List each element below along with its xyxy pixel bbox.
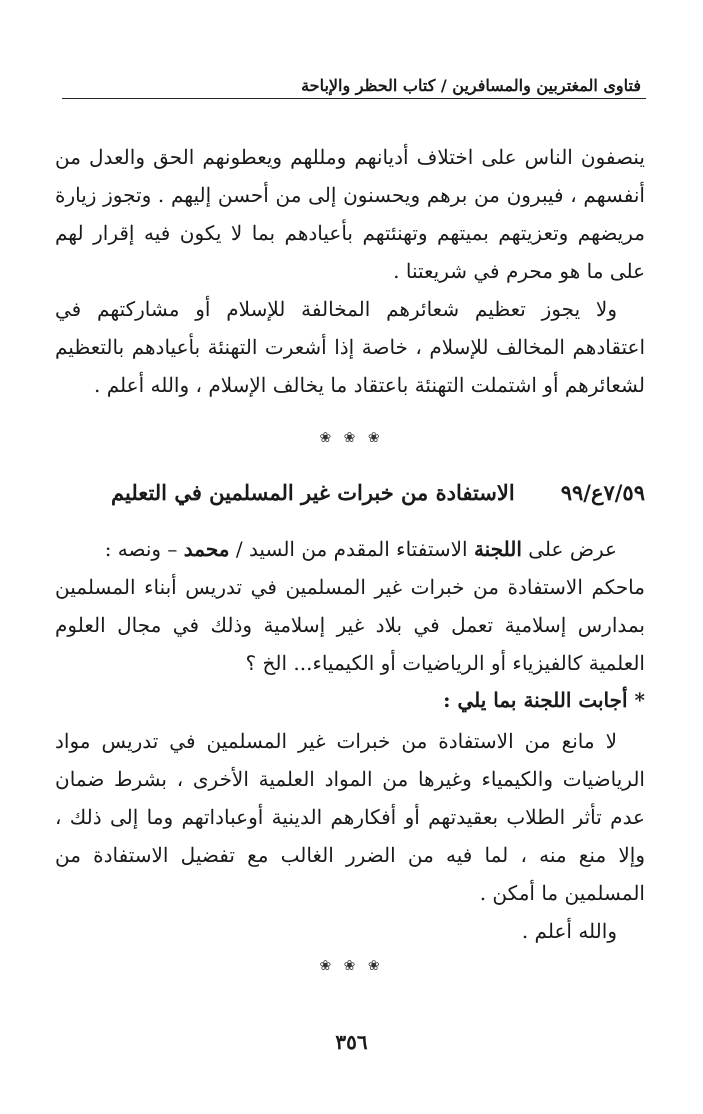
fatwa-answer: لا مانع من الاستفادة من خبرات غير المسلمين في تدريس مواد الرياضيات والكيمياء وغيرها من المواد العلمية الأخرى ، بشرط ضمان عدم تأثر الطلاب بعقيدتهم أو أفكارهم الدينية أوعباداتهم وما إلى ذلك ، وإلا منع منه ، لما فيه من الضرر الغالب مع تفضيل الاستفادة من المسلمين ما أمكن . xyxy=(55,729,645,905)
fatwa-heading xyxy=(55,480,645,505)
fatwa-intro xyxy=(55,530,645,568)
paragraph-prohibition: ولا يجوز تعظيم شعائرهم المخالفة للإسلام أو مشاركتهم في اعتقادهم المخالف للإسلام ، خاصة إذا أشعرت التهنئة بأعيادهم بالتعظيم لشعائرهم أو اشتملت التهنئة باعتقاد ما يخالف الإسلام ، والله أعلم . xyxy=(55,297,645,397)
fatwa-closing: والله أعلم . xyxy=(521,919,617,943)
answer-heading: * أجابت اللجنة بما يلي : xyxy=(443,688,645,712)
intro-text-3: – ونصه : xyxy=(104,537,184,561)
fatwa-title: الاستفادة من خبرات غير المسلمين في التعليم xyxy=(111,480,515,505)
fatwa-question-block xyxy=(55,530,645,682)
header-rule xyxy=(62,98,646,99)
fatwa-number: ٧/٥٩ع/٩٩ xyxy=(560,480,645,505)
intro-text: عرض على xyxy=(521,537,617,561)
end-ornament: ❀ ❀ ❀ xyxy=(319,958,384,974)
page-number: ٣٥٦ xyxy=(335,1030,368,1054)
intro-text-2: الاستفتاء المقدم من السيد / xyxy=(229,537,474,561)
questioner-name: محمد xyxy=(183,537,230,561)
fatwa-answer-block xyxy=(55,722,645,950)
section-ornament: ❀ ❀ ❀ xyxy=(319,430,384,446)
paragraph-continued: ينصفون الناس على اختلاف أديانهم ومللهم ويعطونهم الحق والعدل من أنفسهم ، فيبرون من برهم ويحسنون إلى من أحسن إليهم . وتجوز زيارة مريضهم وتعزيتهم بميتهم وتهنئتهم بأعيادهم بما لا يكون فيه إقرار لهم على ما هو محرم في شريعتنا . xyxy=(55,145,645,283)
fatwa-question: ماحكم الاستفادة من خبرات غير المسلمين في تدريس أبناء المسلمين بمدارس إسلامية تعمل في بلاد غير إسلامية وذلك في مجال العلوم العلمية كالفيزياء أو الرياضيات أو الكيمياء... الخ ؟ xyxy=(55,575,645,675)
intro-committee: اللجنة xyxy=(473,537,522,561)
running-head: فتاوى المغتربين والمسافرين / كتاب الحظر والإباحة xyxy=(301,76,641,95)
continued-text xyxy=(55,138,645,404)
